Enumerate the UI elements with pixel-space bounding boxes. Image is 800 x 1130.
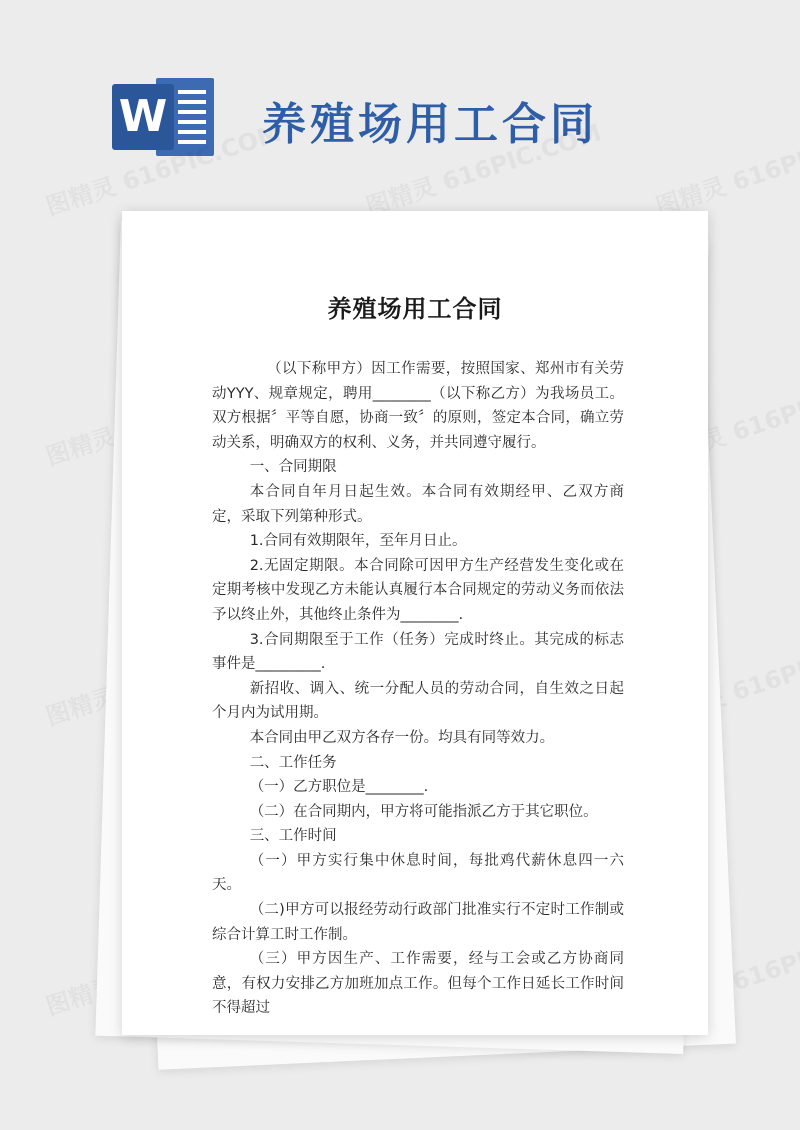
section-heading: 三、工作时间 <box>249 828 337 845</box>
paragraph: 2.无固定期限。本合同除可因甲方生产经营发生变化或在定期考核中发现乙方未能认真履行本合同规定的劳动义务而依法予以终止外，其他终止条件为________. <box>212 557 624 623</box>
paragraph: （二)甲方可以报经劳动行政部门批准实行不定时工作制或综合计算工时工作制。 <box>212 902 624 943</box>
section-heading: 一、合同期限 <box>249 459 337 476</box>
paragraph: 新招收、调入、统一分配人员的劳动合同，自生效之日起个月内为试用期。 <box>212 680 624 722</box>
paragraph: （一）乙方职位是________. <box>249 779 429 796</box>
word-letter: W <box>112 84 174 150</box>
paragraph-intro: （以下称甲方）因工作需要，按照国家、郑州市有关劳动YYY、规章规定，聘用________（以下称乙方）为我场员工。双方根据〞平等自愿，协商一致〞的原则，签定本合同，确立劳动关系，明确双方的权利、义务，并共同遵守履行。 <box>212 361 624 451</box>
paragraph: 1.合同有效期限年，至年月日止。 <box>249 533 467 550</box>
section-heading: 二、工作任务 <box>249 754 337 771</box>
paragraph: 本合同由甲乙双方各存一份。均具有同等效力。 <box>249 729 555 746</box>
document-page <box>122 211 708 1035</box>
paragraph: 本合同自年月日起生效。本合同有效期经甲、乙双方商定，采取下列第种形式。 <box>212 483 624 525</box>
paragraph: 3.合同期限至于工作（任务）完成时终止。其完成的标志事件是_________. <box>212 631 624 673</box>
header-title: 养殖场用工合同 <box>262 99 598 150</box>
document-title: 养殖场用工合同 <box>327 295 503 323</box>
paragraph: （三）甲方因生产、工作需要，经与工会或乙方协商同意，有权力安排乙方加班加点工作。但每个工作日延长工作时间不得超过 <box>212 951 624 1017</box>
paragraph: （二）在合同期内，甲方将可能指派乙方于其它职位。 <box>249 803 598 820</box>
document-body <box>212 357 624 1021</box>
paragraph: （一）甲方实行集中休息时间，每批鸡代薪休息四一六天。 <box>212 852 624 894</box>
